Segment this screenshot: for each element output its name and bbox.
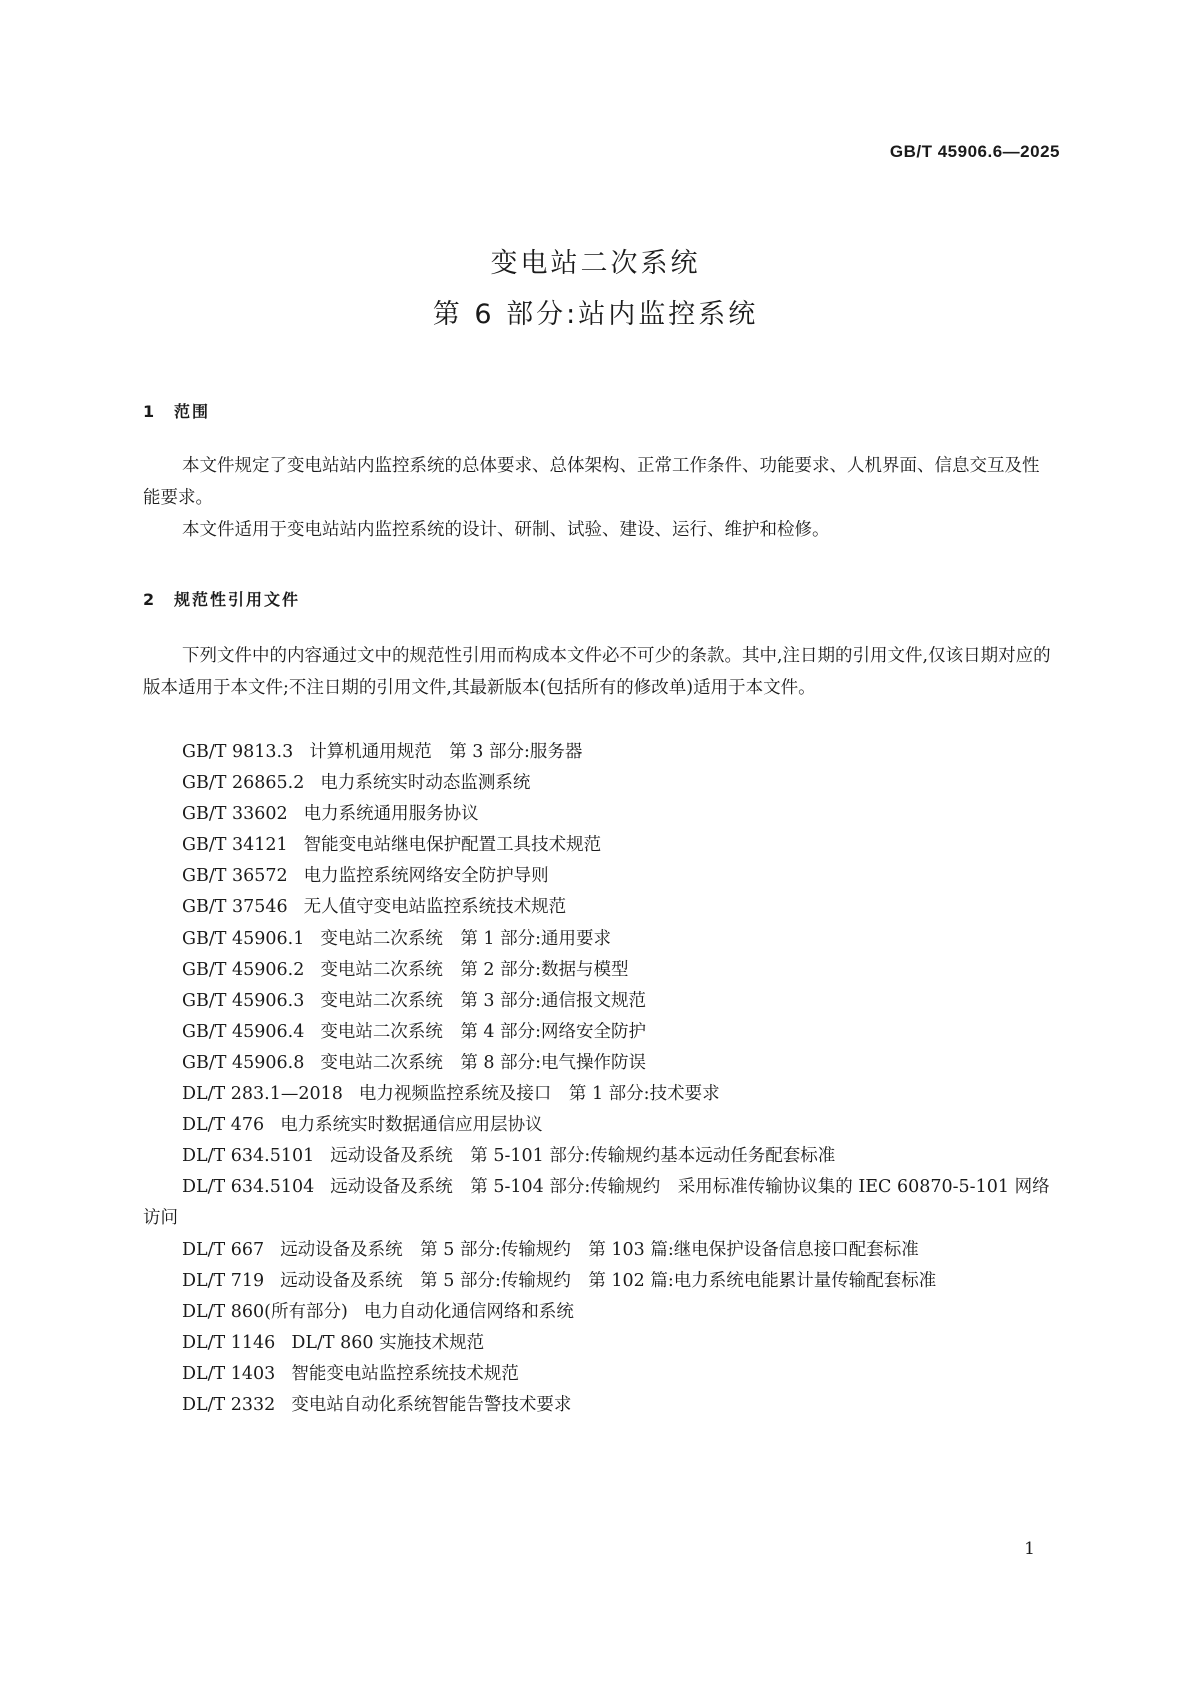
reference-code: DL/T 476	[182, 1115, 265, 1136]
reference-list	[143, 737, 1051, 1421]
reference-item	[143, 1297, 1051, 1328]
reference-code: GB/T 45906.3	[182, 990, 305, 1011]
reference-code: GB/T 45906.4	[182, 1021, 305, 1042]
document-title-line2: 第 6 部分:站内监控系统	[432, 299, 759, 330]
section-title: 范围	[174, 402, 211, 421]
reference-item	[143, 1359, 1051, 1390]
reference-code: GB/T 45906.2	[182, 959, 305, 980]
reference-title: 电力系统实时动态监测系统	[320, 773, 531, 794]
reference-title: 变电站二次系统 第 1 部分:通用要求	[320, 928, 611, 949]
reference-title: 无人值守变电站监控系统技术规范	[303, 897, 567, 918]
reference-title: 变电站自动化系统智能告警技术要求	[291, 1394, 572, 1415]
reference-item	[143, 1266, 1051, 1297]
reference-title: 计算机通用规范 第 3 部分:服务器	[309, 742, 583, 762]
reference-item	[143, 986, 1051, 1017]
reference-code: GB/T 9813.3	[182, 742, 294, 762]
reference-title: 电力视频监控系统及接口 第 1 部分:技术要求	[358, 1084, 720, 1105]
reference-title: 远动设备及系统 第 5-101 部分:传输规约基本远动任务配套标准	[330, 1146, 836, 1167]
reference-title: 智能变电站监控系统技术规范	[291, 1363, 519, 1384]
reference-item	[143, 1235, 1051, 1266]
page-number: 1	[1024, 1539, 1035, 1559]
reference-item	[143, 768, 1051, 799]
reference-title: 电力系统通用服务协议	[303, 804, 479, 825]
section-title: 规范性引用文件	[174, 590, 301, 609]
reference-item	[143, 861, 1051, 892]
reference-code: GB/T 34121	[182, 835, 288, 856]
reference-code: GB/T 26865.2	[182, 773, 305, 794]
reference-code: DL/T 634.5104	[182, 1177, 315, 1198]
reference-code: GB/T 37546	[182, 897, 288, 918]
reference-title: 远动设备及系统 第 5-104 部分:传输规约 采用标准传输协议集的 IEC 60870-5-101 网络访问	[143, 1177, 1050, 1229]
section-number: 2	[143, 590, 157, 609]
reference-code: GB/T 36572	[182, 866, 288, 887]
reference-code: DL/T 2332	[182, 1394, 276, 1415]
reference-code: DL/T 283.1—2018	[182, 1084, 343, 1105]
reference-item	[143, 737, 1051, 768]
scope-paragraph-1: 本文件规定了变电站站内监控系统的总体要求、总体架构、正常工作条件、功能要求、人机界面、信息交互及性能要求。	[143, 456, 1040, 508]
references-intro: 下列文件中的内容通过文中的规范性引用而构成本文件必不可少的条款。其中,注日期的引用文件,仅该日期对应的版本适用于本文件;不注日期的引用文件,其最新版本(包括所有的修改单)适用于本文件。	[143, 646, 1051, 698]
reference-item	[143, 830, 1051, 861]
reference-title: 电力监控系统网络安全防护导则	[303, 866, 549, 887]
reference-title: 变电站二次系统 第 8 部分:电气操作防误	[320, 1052, 646, 1073]
reference-item	[143, 1328, 1051, 1359]
reference-code: DL/T 1403	[182, 1363, 276, 1384]
scope-body	[143, 450, 1051, 546]
reference-code: DL/T 634.5101	[182, 1146, 315, 1167]
reference-code: GB/T 33602	[182, 804, 288, 825]
document-title-line1: 变电站二次系统	[490, 248, 701, 279]
scope-paragraph-2: 本文件适用于变电站站内监控系统的设计、研制、试验、建设、运行、维护和检修。	[182, 520, 830, 540]
reference-code: DL/T 719	[182, 1270, 265, 1291]
reference-title: 电力系统实时数据通信应用层协议	[280, 1115, 543, 1136]
section-heading-scope	[143, 399, 210, 422]
reference-item	[143, 1110, 1051, 1141]
reference-title: 变电站二次系统 第 2 部分:数据与模型	[320, 959, 629, 980]
reference-item	[143, 1048, 1051, 1079]
standard-number: GB/T 45906.6—2025	[889, 142, 1060, 161]
reference-item	[143, 955, 1051, 986]
reference-item	[143, 1390, 1051, 1421]
reference-code: DL/T 860(所有部分)	[182, 1301, 348, 1322]
reference-title: 远动设备及系统 第 5 部分:传输规约 第 103 篇:继电保护设备信息接口配套标准	[280, 1239, 919, 1260]
section-number: 1	[143, 402, 157, 421]
section-heading-normative-references	[143, 587, 300, 610]
reference-title: 智能变电站继电保护配置工具技术规范	[303, 835, 602, 856]
reference-item	[143, 924, 1051, 955]
reference-item	[143, 1079, 1051, 1110]
reference-code: DL/T 667	[182, 1239, 265, 1260]
reference-item	[143, 1017, 1051, 1048]
reference-code: GB/T 45906.1	[182, 928, 305, 949]
reference-item	[143, 799, 1051, 830]
reference-code: DL/T 1146	[182, 1332, 276, 1353]
reference-title: 电力自动化通信网络和系统	[363, 1301, 574, 1322]
reference-item	[143, 1172, 1051, 1234]
reference-item	[143, 1141, 1051, 1172]
reference-title: 变电站二次系统 第 4 部分:网络安全防护	[320, 1021, 646, 1042]
reference-title: 变电站二次系统 第 3 部分:通信报文规范	[320, 990, 646, 1011]
reference-title: DL/T 860 实施技术规范	[291, 1332, 485, 1353]
reference-code: GB/T 45906.8	[182, 1052, 305, 1073]
reference-title: 远动设备及系统 第 5 部分:传输规约 第 102 篇:电力系统电能累计量传输配套标准	[280, 1270, 937, 1291]
reference-item	[143, 892, 1051, 923]
